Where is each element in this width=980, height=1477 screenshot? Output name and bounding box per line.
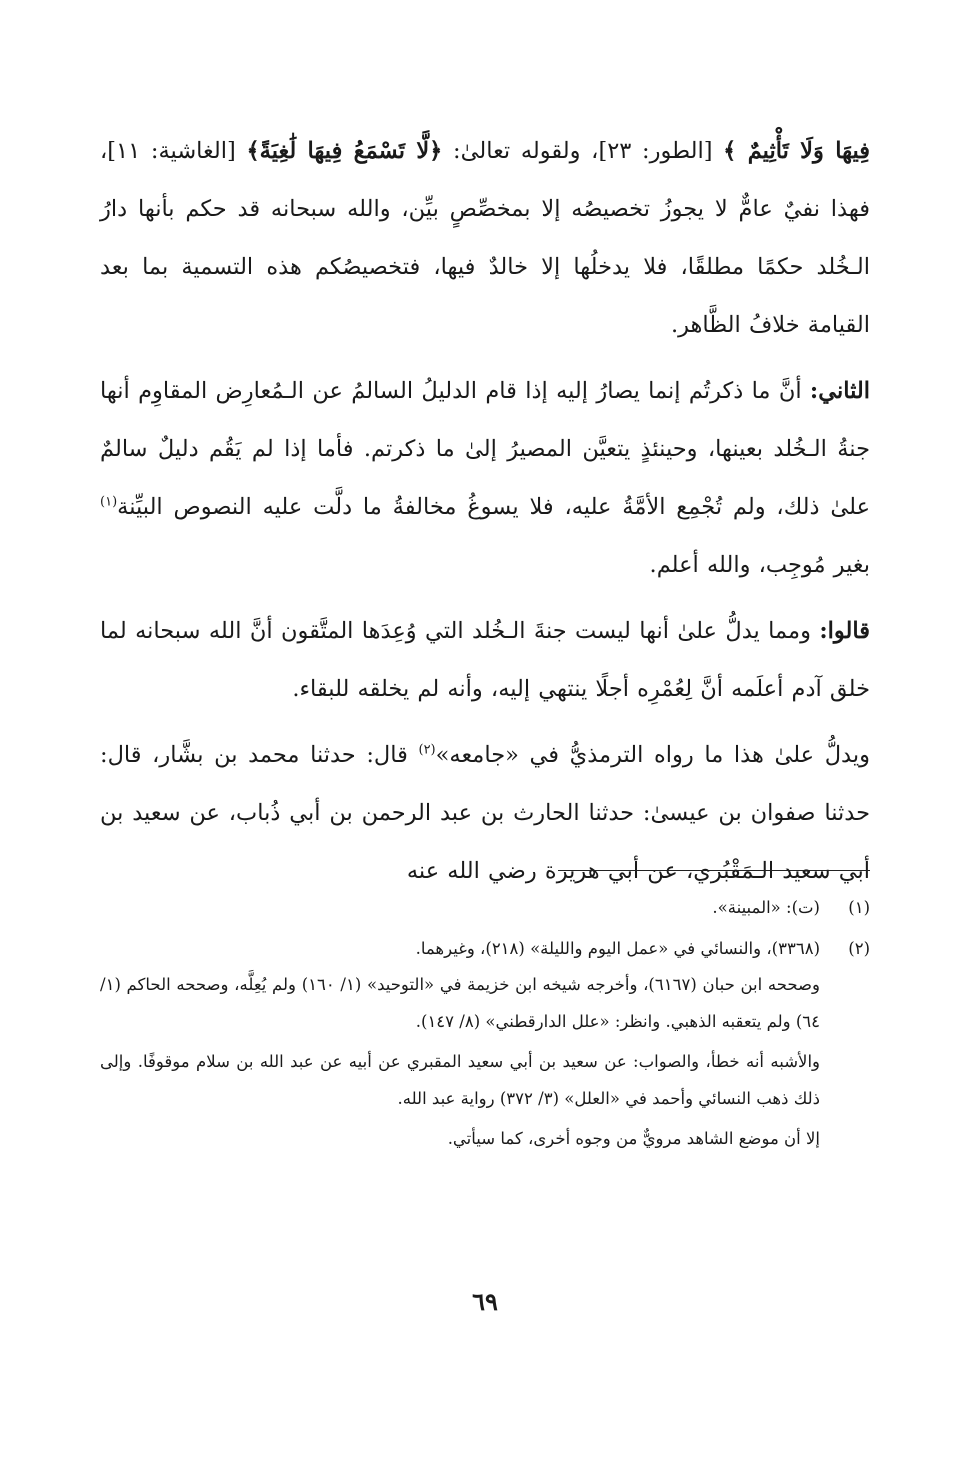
paragraph-lead-word: قالوا: (819, 618, 870, 644)
body-paragraph-4 (100, 726, 870, 900)
footnote-2-continuation: إلا أن موضع الشاهد مرويٌّ من وجوه أخرى، كما سيأتي. (447, 1129, 820, 1148)
paragraph-lead-word: الثاني: (809, 378, 870, 404)
footnote-2 (100, 931, 870, 968)
paragraph-text: [الطور: ٢٣]، ولقوله تعالىٰ: (442, 138, 724, 164)
footnote-number: (٢) (848, 938, 870, 958)
footnote-text: (ت): «المبينة». (712, 898, 820, 917)
quran-verse: فِيهَا وَلَا تَأْثِيمٌ ﴾ (723, 138, 871, 164)
footnote-2-continuation: والأشبه أنه خطأ، والصواب: عن سعيد بن أبي سعيد المقبري عن أبيه عن عبد الله بن سلام موقوفًا. وإلى ذلك ذهب النسائي وأحمد في «العلل» (٣/ ٣٧٢) رواية عبد الله. (100, 1052, 820, 1108)
footnote-marker-1: (١) (100, 494, 118, 510)
paragraph-text: أنَّ ما ذكرتُم إنما يصارُ إليه إذا قام الدليلُ السالمُ عن الـمُعارِض المقاوِم أنها جنةُ الـخُلد بعينها، وحينئذٍ يتعيَّن المصيرُ إلىٰ ما ذكرتم. فأما إذا لم يَقُم دليلٌ سالمٌ علىٰ ذلك، ولم تُجْمِع الأمَّةُ عليه، فلا يسوغُ مخالفةُ ما دلَّت عليه النصوص البيِّنة (100, 378, 870, 520)
footnotes (100, 890, 870, 1158)
footnote-2-continuation: وصححه ابن حبان (٦١٦٧)، وأخرجه شيخه ابن خزيمة في «التوحيد» (١/ ١٦٠) ولم يُعِلَّه، وصححه الحاكم (١/ ٦٤) ولم يتعقبه الذهبي. وانظر: «علل الدارقطني» (٨/ ١٤٧). (100, 975, 821, 1031)
paragraph-text: ويدلُّ علىٰ هذا ما رواه الترمذيُّ في «جامعه» (435, 742, 870, 768)
page-content (100, 122, 870, 1422)
paragraph-text: [الغاشية: ١١]، فهذا نفيٌ عامٌّ لا يجوزُ تخصيصُه إلا بمخصِّصٍ بيِّن، والله سبحانه قد حكم بأنها دارُ الـخُلد حكمًا مطلقًا، فلا يدخلُها إلا خالدٌ فيها، فتخصيصُكم هذه التسمية بما بعد القيامة خلافُ الظَّاهر. (100, 138, 870, 338)
paragraph-text: بغير مُوجِب، والله أعلم. (649, 552, 870, 578)
footnote-number: (١) (848, 898, 870, 917)
body-paragraph-2 (100, 362, 870, 594)
paragraph-text: قال: حدثنا محمد بن بشَّار، قال: حدثنا صفوان بن عيسىٰ: حدثنا الحارث بن عبد الرحمن بن أبي ذُباب، عن سعيد بن أبي سعيد الـمَقْبُري، عن أبي هريرة رضي الله عنه (100, 742, 870, 884)
paragraph-text: ومما يدلُّ علىٰ أنها ليست جنةَ الـخُلد التي وُعِدَها المتَّقون أنَّ الله سبحانه لما خلق آدم أعلَمه أنَّ لِعُمْرِه أجلًا ينتهي إليه، وأنه لم يخلقه للبقاء. (100, 618, 870, 702)
footnote-text: (٣٣٦٨)، والنسائي في «عمل اليوم والليلة» (٢١٨)، وغيرهما. (415, 938, 820, 958)
page-number: ٦٩ (472, 1287, 498, 1316)
body-paragraph-3 (100, 602, 870, 718)
quran-verse: ﴿لَّا تَسْمَعُ فِيهَا لَٰغِيَةً﴾ (246, 138, 443, 164)
body-paragraph-1 (100, 122, 870, 354)
footnote-1 (100, 890, 870, 927)
footnote-divider (558, 870, 870, 871)
footnote-marker-2: (٢) (418, 742, 436, 758)
